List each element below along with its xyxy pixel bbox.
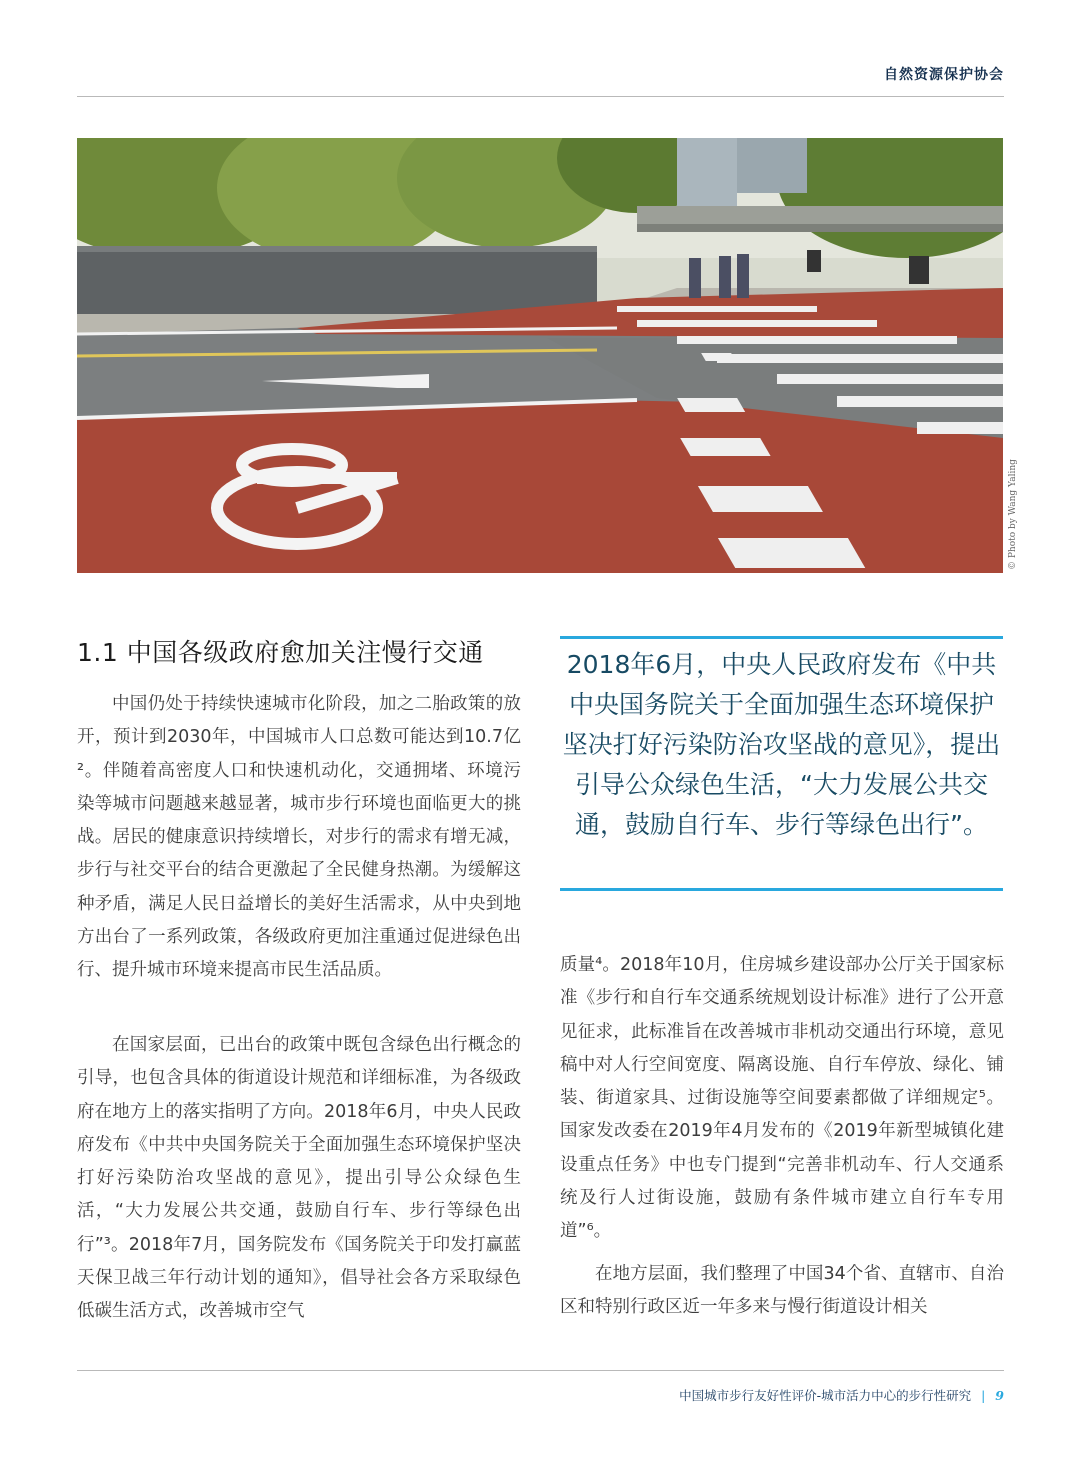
page-number: 9 (995, 1388, 1004, 1403)
paragraph-urbanization: 中国仍处于持续快速城市化阶段，加之二胎政策的放开，预计到2030年，中国城市人口总数可能达到10.7亿²。伴随着高密度人口和快速机动化，交通拥堵、环境污染等城市问题越来越显著，城市步行环境也面临更大的挑战。居民的健康意识持续增长，对步行的需求有增无减，步行与社交平台的结合更激起了全民健身热潮。为缓解这种矛盾，满足人民日益增长的美好生活需求，从中央到地方出台了一系列政策，各级政府更加注重通过促进绿色出行、提升城市环境来提高市民生活品质。 (77, 694, 521, 981)
footer-divider (77, 1370, 1004, 1371)
pullquote-bottom-rule (560, 888, 1003, 891)
organization-name: 自然资源保护协会 (884, 67, 1004, 83)
footer-separator: | (981, 1388, 986, 1403)
paragraph-national-level: 在国家层面，已出台的政策中既包含绿色出行概念的引导，也包含具体的街道设计规范和详细标准，为各级政府在地方上的落实指明了方向。2018年6月，中央人民政府发布《中共中央国务院关于全面加强生态环境保护坚决打好污染防治攻坚战的意见》，提出引导公众绿色生活，“大力发展公共交通，鼓励自行车、步行等绿色出行”³。2018年7月，国务院发布《国务院关于印发打赢蓝天保卫战三年行动计划的通知》，倡导社会各方采取绿色低碳生活方式，改善城市空气 (77, 1035, 521, 1322)
footer-title: 中国城市步行友好性评价-城市活力中心的步行性研究 (679, 1388, 972, 1403)
page-footer (679, 1386, 1004, 1404)
photo-credit-container (1008, 459, 1020, 670)
street-photo (77, 138, 1003, 573)
pullquote-top-rule (560, 636, 1003, 639)
header-divider (77, 96, 1004, 97)
photo-credit: © Photo by Wang Yaling (1008, 459, 1018, 570)
section-heading: 1.1 中国各级政府愈加关注慢行交通 (77, 638, 484, 667)
paragraph-local-level: 在地方层面，我们整理了中国34个省、直辖市、自治区和特别行政区近一年多来与慢行街道设计相关 (560, 1264, 1004, 1318)
paragraph-national-continued: 质量⁴。2018年10月，住房城乡建设部办公厅关于国家标准《步行和自行车交通系统规划设计标准》进行了公开意见征求，此标准旨在改善城市非机动交通出行环境，意见稿中对人行空间宽度、隔离设施、自行车停放、绿化、铺装、街道家具、过街设施等空间要素都做了详细规定⁵。国家发改委在2019年4月发布的《2019年新型城镇化建设重点任务》中也专门提到“完善非机动车、行人交通系统及行人过街设施，鼓励有条件城市建立自行车专用道”⁶。 (560, 955, 1004, 1242)
pullquote: 2018年6月，中央人民政府发布《中共中央国务院关于全面加强生态环境保护坚决打好污染防治攻坚战的意见》，提出引导公众绿色生活，“大力发展公共交通，鼓励自行车、步行等绿色出行”。 (562, 650, 1001, 839)
